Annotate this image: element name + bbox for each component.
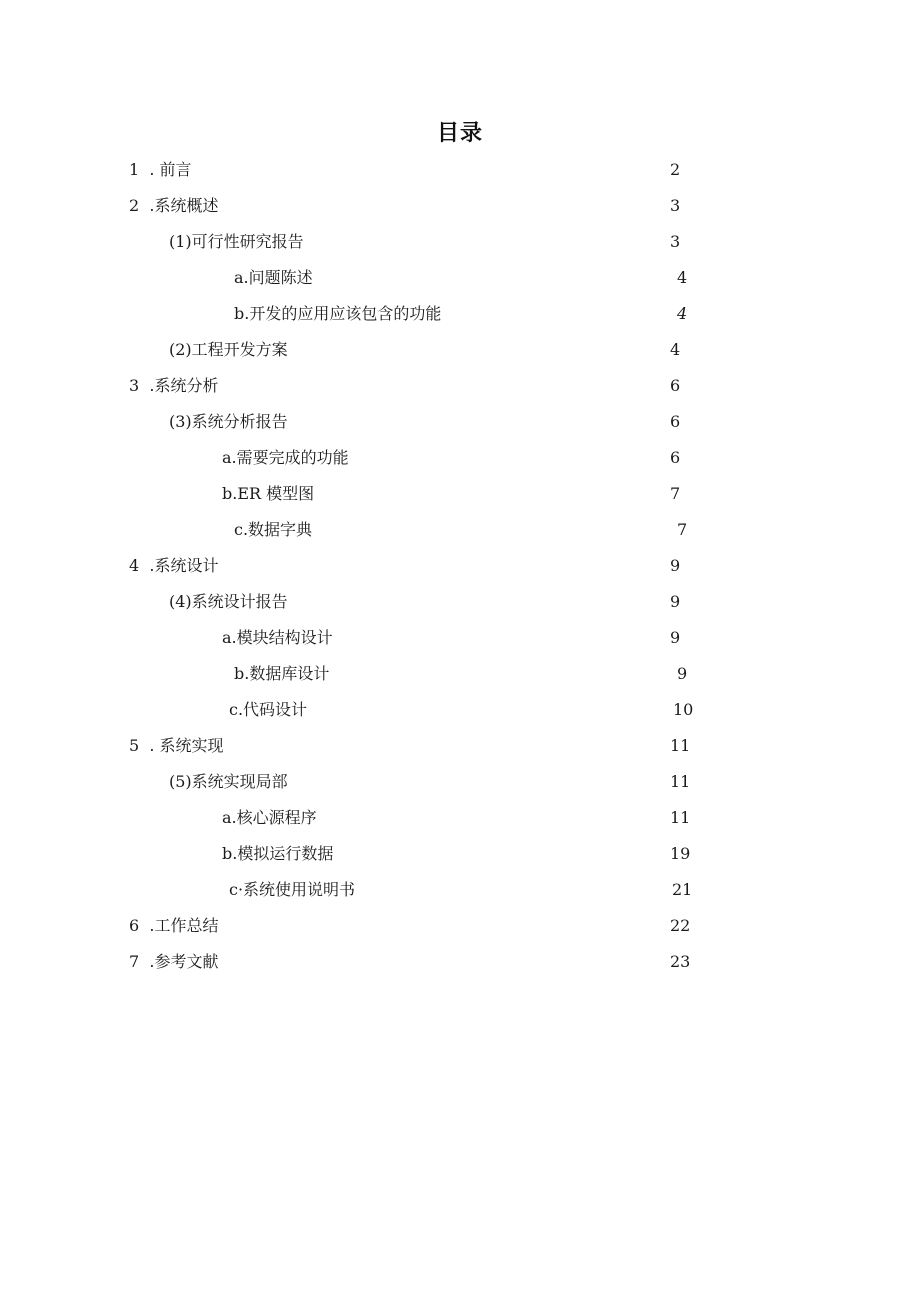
toc-entry-page: 11 xyxy=(670,736,691,755)
toc-title: 目录 xyxy=(436,121,483,146)
toc-entry xyxy=(0,661,920,687)
toc-entry-page: 22 xyxy=(670,916,691,935)
toc-entry-page: 6 xyxy=(670,376,681,395)
toc-entry xyxy=(0,553,920,579)
toc-entry-page: 7 xyxy=(670,484,681,503)
toc-entry-text: c.数据字典 xyxy=(234,520,313,539)
toc-entry xyxy=(0,373,920,399)
toc-entry-page: 23 xyxy=(670,952,691,971)
toc-entry-text: c·系统使用说明书 xyxy=(229,880,356,899)
toc-entry-page: 6 xyxy=(670,412,681,431)
toc-entry xyxy=(0,841,920,867)
toc-entry-page: 4 xyxy=(670,340,681,359)
toc-entry xyxy=(0,409,920,435)
toc-entry-page: 9 xyxy=(670,628,681,647)
toc-entry-page: 9 xyxy=(670,592,681,611)
toc-entry xyxy=(0,949,920,975)
toc-entry xyxy=(0,193,920,219)
toc-entry-text: b.模拟运行数据 xyxy=(222,844,334,863)
toc-entry xyxy=(0,445,920,471)
toc-entry-text: c.代码设计 xyxy=(229,700,308,719)
toc-entry-text: 5 . 系统实现 xyxy=(129,736,224,755)
toc-entry-text: 3 .系统分析 xyxy=(129,376,219,395)
toc-entry-page: 10 xyxy=(673,700,694,719)
toc-entry-text: a.核心源程序 xyxy=(222,808,317,827)
toc-entry-text: b.开发的应用应该包含的功能 xyxy=(234,304,442,323)
toc-entry xyxy=(0,229,920,255)
toc-entry-page: 2 xyxy=(670,160,681,179)
toc-entry xyxy=(0,301,920,327)
toc-entry-text: b.数据库设计 xyxy=(234,664,330,683)
toc-entry xyxy=(0,589,920,615)
toc-entry xyxy=(0,517,920,543)
toc-entry-page: 3 xyxy=(670,196,681,215)
toc-entry-text: (3)系统分析报告 xyxy=(169,412,288,431)
toc-entry-text: b.ER 模型图 xyxy=(222,484,315,503)
toc-entry xyxy=(0,625,920,651)
toc-entry-page: 4 xyxy=(677,268,688,287)
toc-entry-text: (5)系统实现局部 xyxy=(169,772,288,791)
toc-entry-page: 21 xyxy=(672,880,693,899)
toc-entry xyxy=(0,697,920,723)
toc-entry-page: 19 xyxy=(670,844,691,863)
toc-entry-page: 6 xyxy=(670,448,681,467)
toc-entry-text: 7 .参考文献 xyxy=(129,952,219,971)
toc-entry xyxy=(0,913,920,939)
toc-entry-text: 6 .工作总结 xyxy=(129,916,219,935)
toc-entry-text: (1)可行性研究报告 xyxy=(169,232,304,251)
toc-entry-page: 4 xyxy=(677,304,688,323)
toc-entry xyxy=(0,769,920,795)
toc-entry xyxy=(0,337,920,363)
toc-entry-text: a.模块结构设计 xyxy=(222,628,333,647)
toc-entry-text: a.需要完成的功能 xyxy=(222,448,349,467)
toc-entry-text: (4)系统设计报告 xyxy=(169,592,288,611)
toc-entry-text: 1 . 前言 xyxy=(129,160,192,179)
toc-entry-page: 11 xyxy=(670,772,691,791)
toc-entry-text: (2)工程开发方案 xyxy=(169,340,288,359)
toc-entry-page: 9 xyxy=(677,664,688,683)
toc-entry-page: 3 xyxy=(670,232,681,251)
toc-entry-text: 4 .系统设计 xyxy=(129,556,219,575)
toc-entry xyxy=(0,157,920,183)
toc-entry-text: a.问题陈述 xyxy=(234,268,313,287)
toc-entry-page: 11 xyxy=(670,808,691,827)
toc-entry xyxy=(0,481,920,507)
toc-entry-page: 9 xyxy=(670,556,681,575)
toc-entry xyxy=(0,877,920,903)
toc-entry xyxy=(0,733,920,759)
toc-entry-page: 7 xyxy=(677,520,688,539)
toc-entry-text: 2 .系统概述 xyxy=(129,196,219,215)
toc-entry xyxy=(0,805,920,831)
toc-entry xyxy=(0,265,920,291)
